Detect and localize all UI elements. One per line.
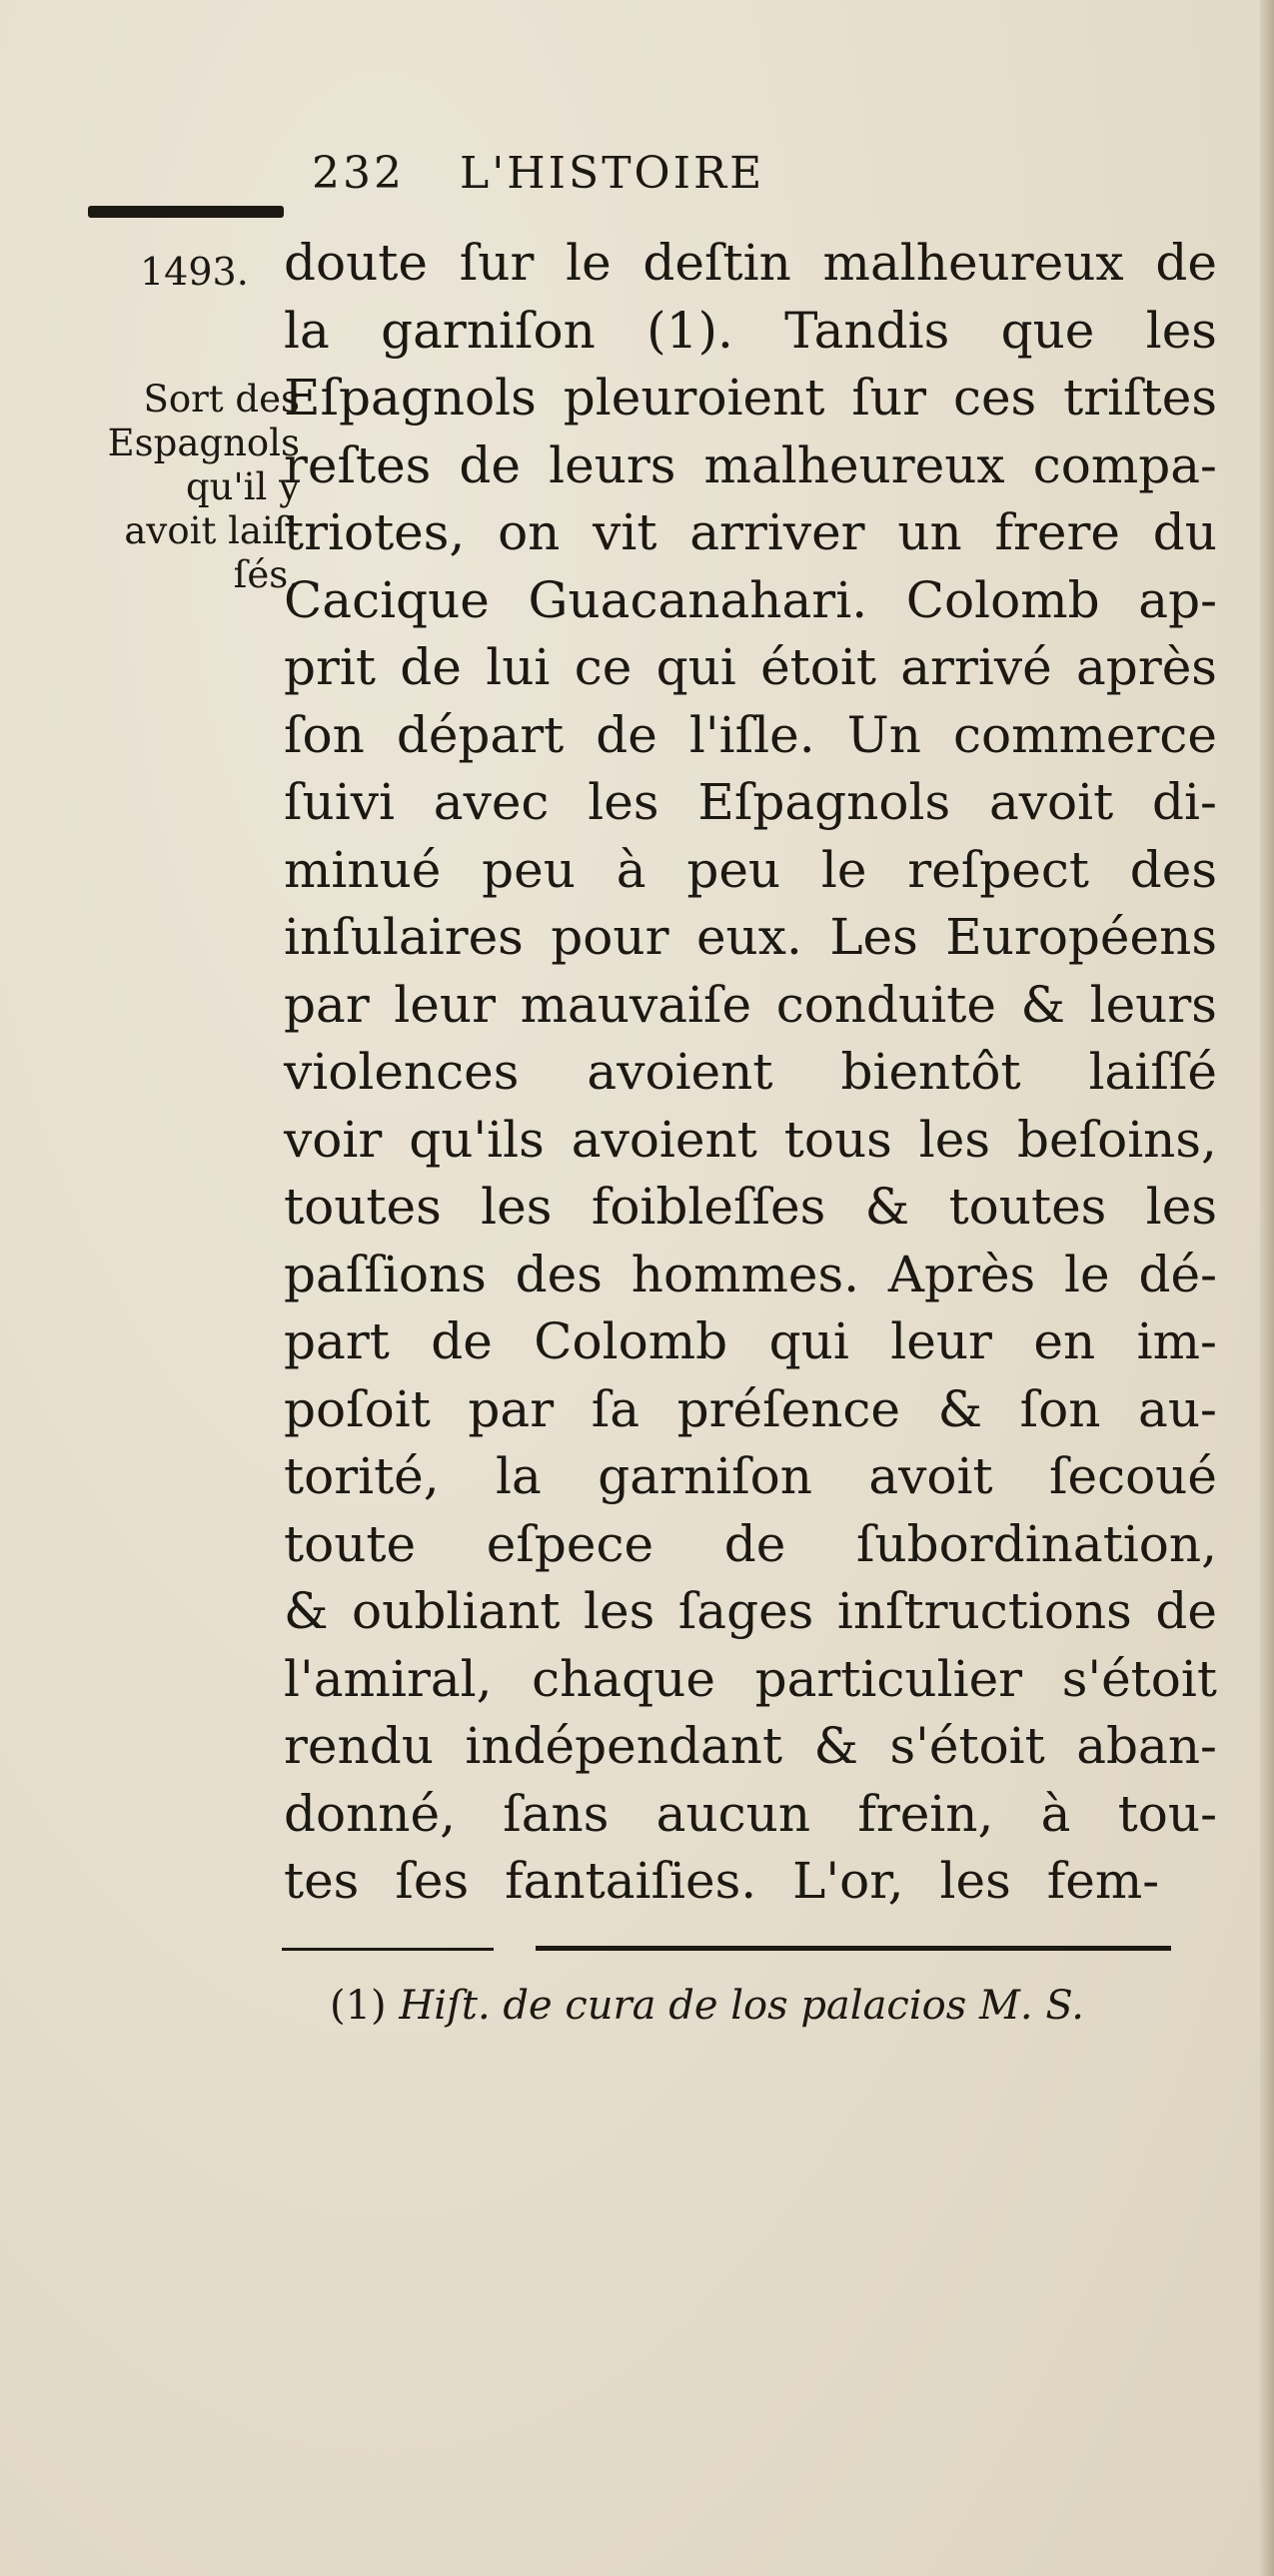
body-line: reſtes de leurs malheureux compa- — [284, 435, 1217, 494]
margin-note-line: avoit laiſ- — [124, 509, 300, 552]
footnote-rule-right — [536, 1946, 1171, 1951]
footnote — [330, 1983, 1084, 2029]
page-number: 232 — [312, 148, 405, 199]
body-line: violences avoient bientôt laiſſé — [284, 1043, 1217, 1101]
body-line: la garniſon (1). Tandis que les — [284, 301, 1217, 360]
body-line: minué peu à peu le reſpect des — [284, 840, 1217, 899]
running-title: L'HISTOIRE — [459, 148, 765, 199]
margin-note-line: ſés. — [233, 553, 300, 596]
body-line: rendu indépendant & s'étoit aban- — [284, 1717, 1217, 1775]
margin-note — [74, 378, 300, 597]
body-line: inſulaires pour eux. Les Européens — [284, 908, 1217, 966]
body-line: Eſpagnols pleuroient ſur ces triſtes — [284, 369, 1217, 427]
body-line: Cacique Guacanahari. Colomb ap- — [284, 570, 1217, 629]
running-head — [312, 148, 764, 199]
body-line: triotes, on vit arriver un frere du — [284, 503, 1217, 561]
page-edge — [1260, 0, 1274, 2576]
body-line: ſon départ de l'iſle. Un commerce — [284, 705, 1217, 764]
footnote-rule-left — [282, 1948, 494, 1951]
margin-note-line: Sort des — [143, 378, 300, 421]
body-line: part de Colomb qui leur en im- — [284, 1312, 1217, 1370]
body-line: doute ſur le deſtin malheureux de — [284, 234, 1217, 292]
head-rule — [88, 206, 284, 218]
body-line: prit de lui ce qui étoit arrivé après — [284, 638, 1217, 696]
body-line: par leur mauvaiſe conduite & leurs — [284, 975, 1217, 1034]
body-line: paſſions des hommes. Après le dé- — [284, 1245, 1217, 1303]
body-line: l'amiral, chaque particulier s'étoit — [284, 1649, 1217, 1708]
body-line: toute eſpece de ſubordination, — [284, 1514, 1217, 1573]
body-line: tes ſes fantaiſies. L'or, les fem- — [284, 1852, 1160, 1910]
body-line: toutes les foibleſſes & toutes les — [284, 1178, 1217, 1236]
body-line: torité, la garniſon avoit ſecoué — [284, 1447, 1217, 1505]
body-line: poſoit par ſa préſence & ſon au- — [284, 1379, 1217, 1438]
margin-note-line: qu'il y — [185, 465, 300, 508]
margin-year: 1493. — [140, 250, 249, 294]
body-line: ſuivi avec les Eſpagnols avoit di- — [284, 773, 1217, 831]
margin-note-line: Espagnols — [107, 422, 300, 464]
body-line: voir qu'ils avoient tous les beſoins, — [284, 1110, 1217, 1169]
body-line: donné, ſans aucun frein, à tou- — [284, 1784, 1217, 1843]
footnote-citation: Hiſt. de cura de los palacios M. S. — [399, 1983, 1085, 2029]
body-text — [284, 230, 1217, 1916]
body-line: & oubliant les ſages inſtructions de — [284, 1582, 1217, 1640]
footnote-marker: (1) — [330, 1983, 387, 2029]
